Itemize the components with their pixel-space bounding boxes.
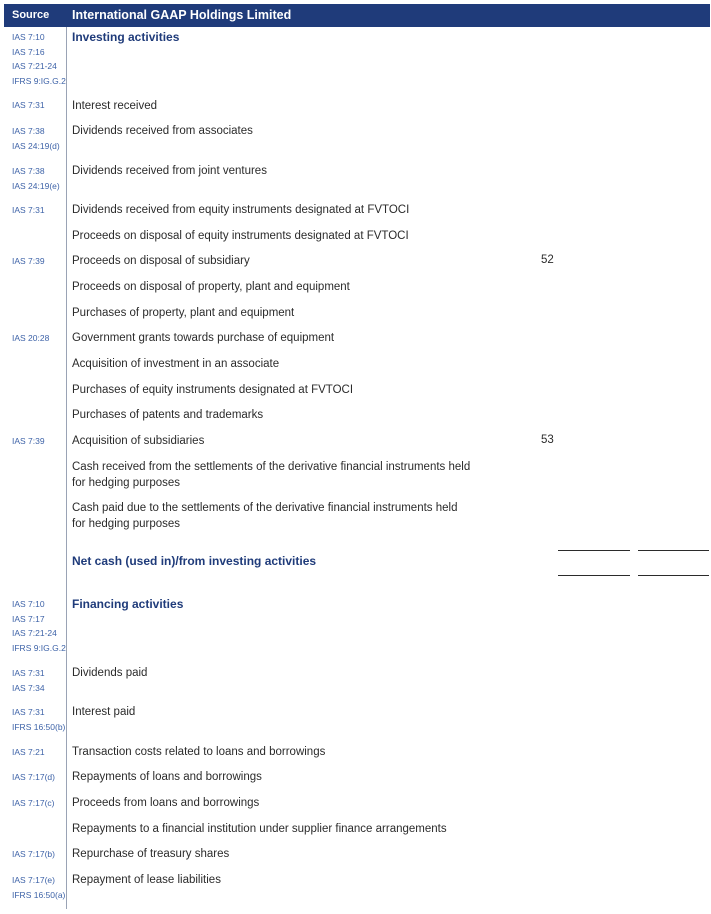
source-ref: IAS 7:31 bbox=[12, 100, 45, 110]
line-item: Dividends received from associates bbox=[72, 125, 253, 137]
line-item: Purchases of equity instruments designated at FVTOCI bbox=[72, 384, 354, 396]
note-number: 53 bbox=[541, 434, 554, 446]
column-divider bbox=[66, 27, 67, 909]
total-rule bbox=[638, 575, 709, 576]
line-item: Interest received bbox=[72, 100, 158, 112]
line-item: Dividends paid bbox=[72, 667, 148, 679]
source-ref: IAS 7:38 IAS 24:19(d) bbox=[12, 126, 60, 151]
source-ref: IAS 7:17(b) bbox=[12, 849, 55, 859]
line-item: Repayments to a financial institution under supplier finance arrangements bbox=[72, 823, 447, 835]
table-header bbox=[4, 4, 710, 27]
line-item: Repayments of loans and borrowings bbox=[72, 771, 262, 783]
source-ref: IAS 7:10 IAS 7:16 IAS 7:21-24 IFRS 9:IG.G.2 bbox=[12, 32, 66, 86]
source-ref: IAS 7:31 IFRS 16:50(b) bbox=[12, 707, 66, 732]
net-cash-investing: Net cash (used in)/from investing activities bbox=[72, 554, 317, 568]
line-item: Cash received from the settlements of the derivative financial instruments held for hedging purposes bbox=[72, 461, 471, 489]
line-item: Proceeds on disposal of equity instruments designated at FVTOCI bbox=[72, 230, 409, 242]
source-ref: IAS 7:39 bbox=[12, 256, 45, 266]
line-item: Purchases of patents and trademarks bbox=[72, 409, 264, 421]
line-item: Cash paid due to the settlements of the derivative financial instruments held for hedging purposes bbox=[72, 502, 458, 530]
section-title-financing: Financing activities bbox=[72, 597, 184, 611]
line-item: Proceeds from loans and borrowings bbox=[72, 797, 260, 809]
line-item: Proceeds on disposal of property, plant and equipment bbox=[72, 281, 350, 293]
source-ref: IAS 7:38 IAS 24:19(e) bbox=[12, 166, 60, 191]
line-item: Repurchase of treasury shares bbox=[72, 848, 230, 860]
source-ref: IAS 7:10 IAS 7:17 IAS 7:21-24 IFRS 9:IG.G.2 bbox=[12, 599, 66, 653]
line-item: Repayment of lease liabilities bbox=[72, 874, 221, 886]
source-ref: IAS 7:17(e) IFRS 16:50(a) bbox=[12, 875, 66, 900]
source-ref: IAS 7:31 IAS 7:34 bbox=[12, 668, 45, 693]
source-ref: IAS 7:39 bbox=[12, 436, 45, 446]
note-number: 52 bbox=[541, 254, 554, 266]
line-item: Transaction costs related to loans and borrowings bbox=[72, 746, 326, 758]
line-item: Government grants towards purchase of equipment bbox=[72, 332, 335, 344]
total-rule bbox=[558, 575, 630, 576]
source-ref: IAS 7:17(c) bbox=[12, 798, 55, 808]
line-item: Dividends received from joint ventures bbox=[72, 165, 267, 177]
line-item: Acquisition of subsidiaries bbox=[72, 435, 205, 447]
source-ref: IAS 7:31 bbox=[12, 205, 45, 215]
line-item: Acquisition of investment in an associate bbox=[72, 358, 280, 370]
source-ref: IAS 7:17(d) bbox=[12, 772, 55, 782]
source-column-header: Source bbox=[12, 9, 50, 21]
subtotal-rule bbox=[558, 550, 630, 551]
source-ref: IAS 20:28 bbox=[12, 333, 50, 343]
source-ref: IAS 7:21 bbox=[12, 747, 45, 757]
line-item: Interest paid bbox=[72, 706, 136, 718]
subtotal-rule bbox=[638, 550, 709, 551]
line-item: Dividends received from equity instruments designated at FVTOCI bbox=[72, 204, 410, 216]
section-title-investing: Investing activities bbox=[72, 30, 180, 44]
company-title: International GAAP Holdings Limited bbox=[72, 8, 292, 22]
line-item: Purchases of property, plant and equipment bbox=[72, 307, 295, 319]
line-item: Proceeds on disposal of subsidiary bbox=[72, 255, 250, 267]
